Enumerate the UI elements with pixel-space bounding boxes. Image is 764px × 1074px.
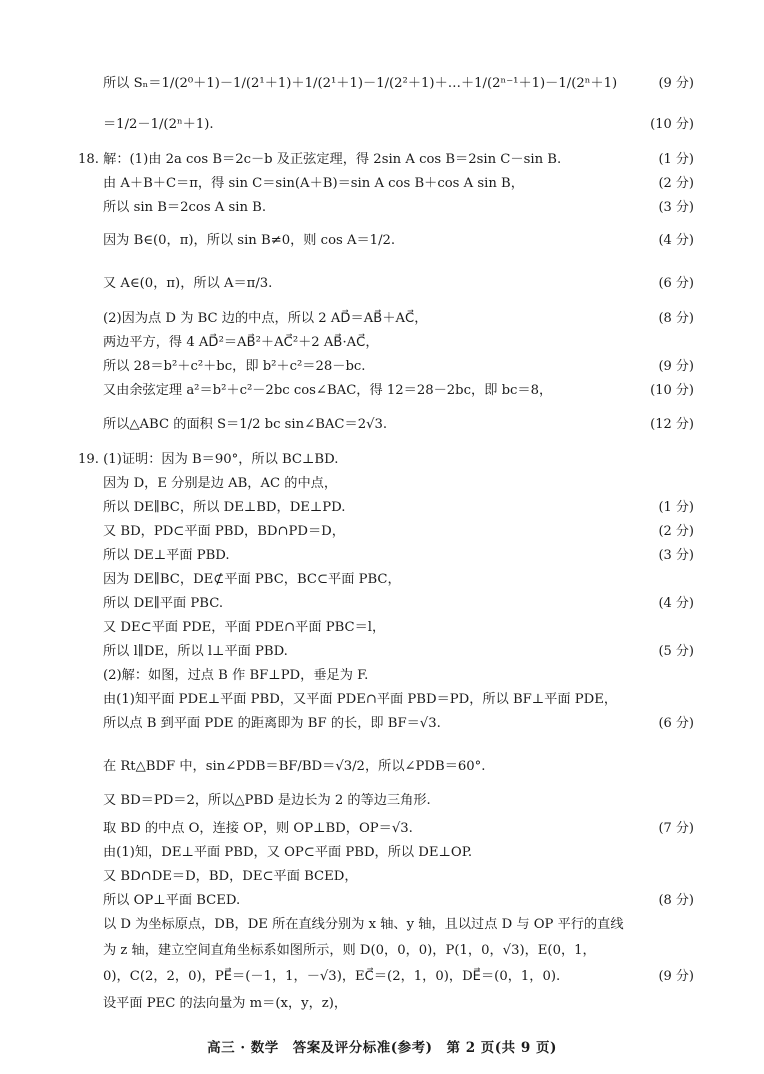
solution-line <box>0 939 764 963</box>
solution-line <box>0 229 764 253</box>
solution-line <box>0 664 764 688</box>
score-mark: (10 分) <box>650 117 694 132</box>
solution-line <box>0 544 764 568</box>
solution-line <box>0 913 764 937</box>
solution-line-text: 由 A＋B＋C＝π，得 sin C＝sin(A＋B)＝sin A cos B＋cos A sin B， <box>103 176 524 191</box>
solution-line-text: 19. (1)证明：因为 B＝90°，所以 BC⊥BD. <box>78 452 339 467</box>
solution-line-text: 所以 28＝b²＋c²＋bc，即 b²＋c²＝28－bc. <box>103 359 366 374</box>
score-mark: (2 分) <box>658 524 694 539</box>
solution-line-text: 又 DE⊂平面 PDE，平面 PDE∩平面 PBC＝l， <box>103 620 386 635</box>
solution-line <box>0 355 764 379</box>
solution-line-text: 因为 B∈(0，π)，所以 sin B≠0，则 cos A＝1/2. <box>103 233 396 248</box>
solution-line-text: 所以 sin B＝2cos A sin B. <box>103 200 267 215</box>
solution-line-text: 所以 Sₙ＝1/(2⁰＋1)－1/(2¹＋1)＋1/(2¹＋1)－1/(2²＋1)＋…＋1/(2ⁿ⁻¹＋1)－1/(2ⁿ＋1) <box>103 76 618 91</box>
solution-line <box>0 307 764 331</box>
solution-line-text: 所以 l∥DE，所以 l⊥平面 PBD. <box>103 644 288 659</box>
solution-line <box>0 865 764 889</box>
score-mark: (9 分) <box>658 359 694 374</box>
score-mark: (9 分) <box>658 969 694 984</box>
solution-line-text: 为 z 轴，建立空间直角坐标系如图所示，则 D(0，0，0)，P(1，0，√3)，E(0，1， <box>103 943 596 958</box>
score-mark: (10 分) <box>650 383 694 398</box>
score-mark: (4 分) <box>658 233 694 248</box>
score-mark: (2 分) <box>658 176 694 191</box>
solution-line-text: 在 Rt△BDF 中，sin∠PDB＝BF/BD＝√3/2，所以∠PDB＝60°. <box>103 759 486 774</box>
solution-line <box>0 755 764 779</box>
solution-line-text: 由(1)知，DE⊥平面 PBD，又 OP⊂平面 PBD，所以 DE⊥OP. <box>103 845 473 860</box>
solution-line <box>0 712 764 736</box>
score-mark: (6 分) <box>658 716 694 731</box>
solution-line-text: 设平面 PEC 的法向量为 m＝(x，y，z)， <box>103 996 348 1011</box>
solution-line <box>0 817 764 841</box>
page-footer: 高三 · 数学 答案及评分标准(参考) 第 2 页(共 9 页) <box>207 1040 557 1056</box>
solution-line <box>0 992 764 1016</box>
solution-line-text: 所以 DE⊥平面 PBD. <box>103 548 230 563</box>
score-mark: (12 分) <box>650 417 694 432</box>
score-mark: (5 分) <box>658 644 694 659</box>
score-mark: (6 分) <box>658 276 694 291</box>
solution-line-text: 取 BD 的中点 O，连接 OP，则 OP⊥BD，OP＝√3. <box>103 821 413 836</box>
solution-line <box>0 640 764 664</box>
score-mark: (8 分) <box>658 893 694 908</box>
solution-line <box>0 472 764 496</box>
solution-line-text: 所以 DE∥平面 PBC. <box>103 596 224 611</box>
solution-line-text: 因为 DE∥BC，DE⊄平面 PBC，BC⊂平面 PBC， <box>103 572 401 587</box>
solution-line-text: 所以 OP⊥平面 BCED. <box>103 893 241 908</box>
solution-line <box>0 172 764 196</box>
solution-line <box>0 113 764 137</box>
solution-line <box>0 688 764 712</box>
solution-line-text: 由(1)知平面 PDE⊥平面 PBD，又平面 PDE∩平面 PBD＝PD，所以 BF⊥平面 PDE， <box>103 692 618 707</box>
solution-line <box>0 841 764 865</box>
solution-line <box>0 331 764 355</box>
solution-line <box>0 965 764 989</box>
score-mark: (7 分) <box>658 821 694 836</box>
solution-line <box>0 448 764 472</box>
solution-line-text: 又由余弦定理 a²＝b²＋c²－2bc cos∠BAC，得 12＝28－2bc，即 bc＝8， <box>103 383 553 398</box>
solution-line-text: (2)因为点 D 为 BC 边的中点，所以 2 AD⃗＝AB⃗＋AC⃗， <box>103 311 428 326</box>
solution-line <box>0 520 764 544</box>
score-mark: (1 分) <box>658 500 694 515</box>
solution-line <box>0 148 764 172</box>
solution-line-text: 又 BD＝PD＝2，所以△PBD 是边长为 2 的等边三角形. <box>103 793 431 808</box>
solution-line-text: 所以△ABC 的面积 S＝1/2 bc sin∠BAC＝2√3. <box>103 417 388 432</box>
solution-line <box>0 272 764 296</box>
solution-line-text: 18. 解：(1)由 2a cos B＝2c－b 及正弦定理，得 2sin A cos B＝2sin C－sin B. <box>78 152 562 167</box>
solution-line <box>0 889 764 913</box>
solution-line <box>0 568 764 592</box>
solution-line <box>0 413 764 437</box>
solution-line-text: 又 BD∩DE＝D，BD，DE⊂平面 BCED， <box>103 869 358 884</box>
solution-line-text: 两边平方，得 4 AD⃗²＝AB⃗²＋AC⃗²＋2 AB⃗·AC⃗， <box>103 335 379 350</box>
solution-line <box>0 196 764 220</box>
solution-line <box>0 496 764 520</box>
solution-line-text: 所以 DE∥BC，所以 DE⊥BD，DE⊥PD. <box>103 500 346 515</box>
solution-line-text: (2)解：如图，过点 B 作 BF⊥PD，垂足为 F. <box>103 668 369 683</box>
solution-line <box>0 789 764 813</box>
solution-line-text: ＝1/2－1/(2ⁿ＋1). <box>103 117 214 132</box>
solution-line-text: 又 BD，PD⊂平面 PBD，BD∩PD＝D， <box>103 524 345 539</box>
score-mark: (8 分) <box>658 311 694 326</box>
solution-line <box>0 592 764 616</box>
solution-line-text: 0)，C(2，2，0)，PE⃗＝(－1，1，－√3)，EC⃗＝(2，1，0)，DE⃗＝(0，1，0). <box>103 969 561 984</box>
solution-line-text: 因为 D，E 分别是边 AB，AC 的中点， <box>103 476 338 491</box>
solution-line <box>0 616 764 640</box>
score-mark: (3 分) <box>658 200 694 215</box>
score-mark: (4 分) <box>658 596 694 611</box>
score-mark: (3 分) <box>658 548 694 563</box>
solution-line-text: 以 D 为坐标原点，DB，DE 所在直线分别为 x 轴、y 轴，且以过点 D 与 OP 平行的直线 <box>103 917 624 932</box>
solution-line <box>0 379 764 403</box>
solution-line <box>0 72 764 96</box>
score-mark: (9 分) <box>658 76 694 91</box>
solution-line-text: 又 A∈(0，π)，所以 A＝π/3. <box>103 276 273 291</box>
score-mark: (1 分) <box>658 152 694 167</box>
solution-line-text: 所以点 B 到平面 PDE 的距离即为 BF 的长，即 BF＝√3. <box>103 716 441 731</box>
